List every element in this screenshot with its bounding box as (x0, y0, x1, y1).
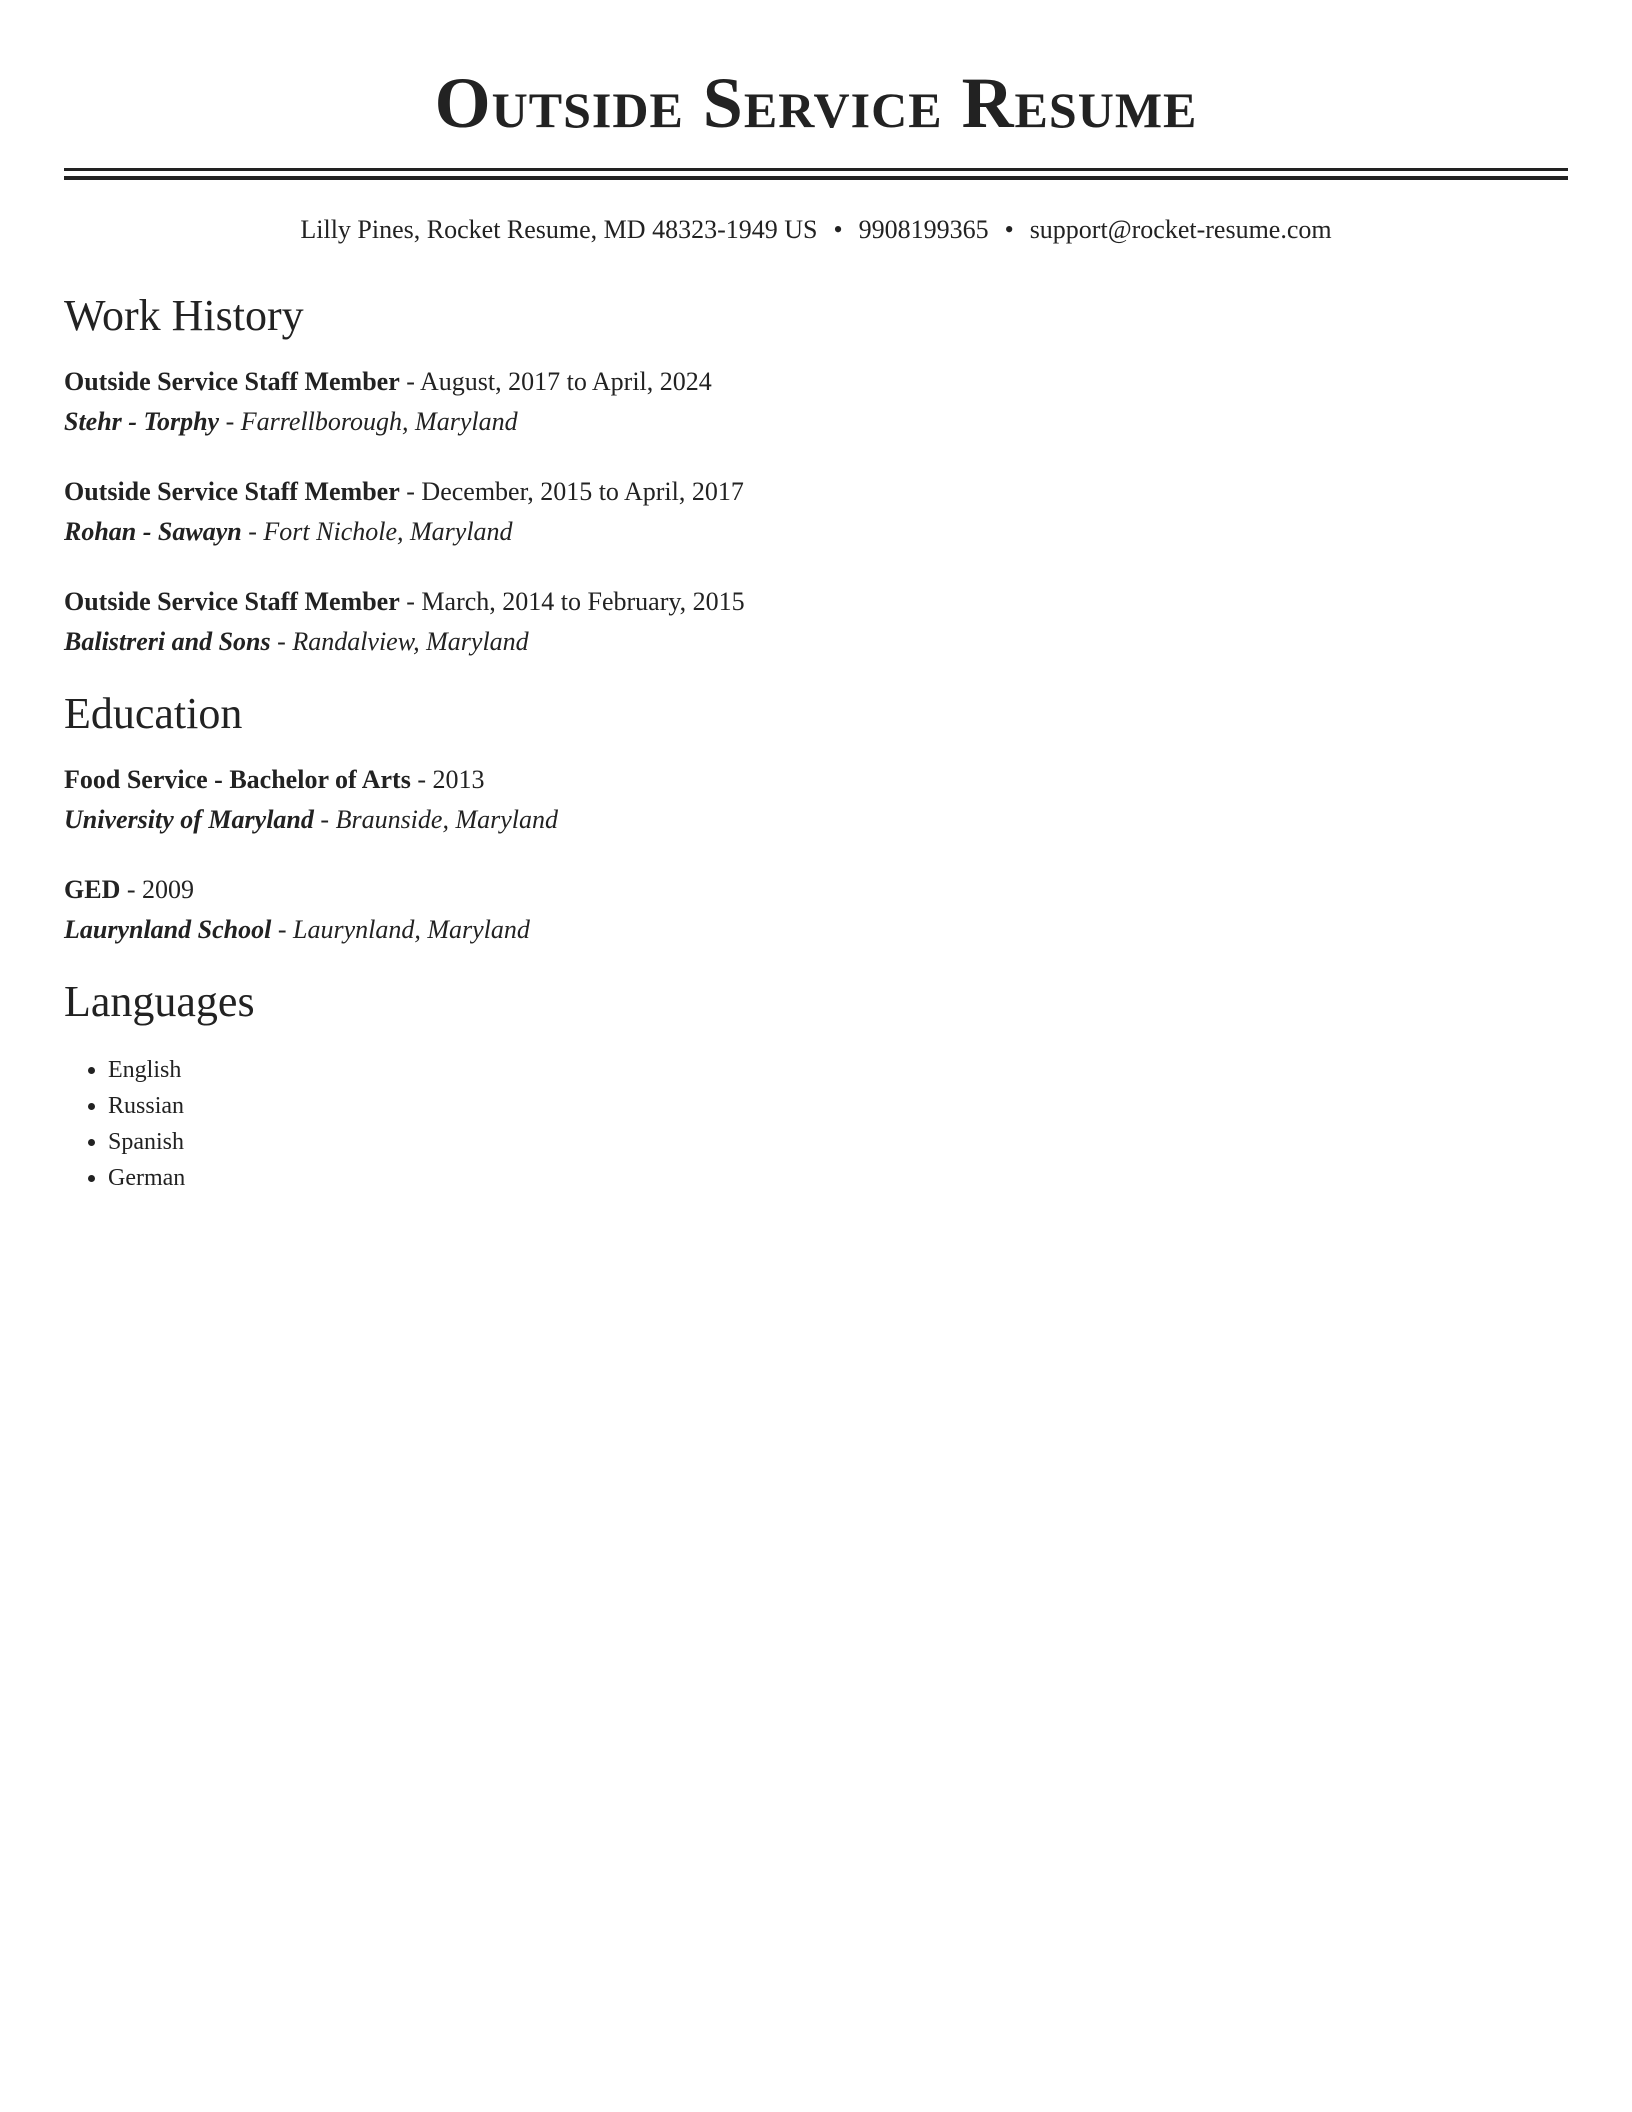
languages-list (64, 1052, 1568, 1196)
school-name: Laurynland School (64, 915, 272, 944)
language-item: • English (108, 1052, 1568, 1088)
job-dates: December, 2015 to April, 2017 (421, 477, 744, 506)
language-item: • Spanish (108, 1124, 1568, 1160)
employer-name: Balistreri and Sons (64, 627, 271, 656)
contact-separator: • (1004, 215, 1014, 244)
job-title: Outside Service Staff Member (64, 587, 400, 616)
employer-name: Stehr - Torphy (64, 407, 220, 436)
contact-address: Lilly Pines, Rocket Resume, MD 48323-1949 US (300, 215, 818, 244)
work-entry: Outside Service Staff Member - March, 2014 to February, 2015 Balistreri and Sons - Randalview, Maryland (64, 587, 745, 656)
education-heading: Education (64, 689, 243, 738)
contact-phone: 9908199365 (858, 215, 989, 244)
contact-email: support@rocket-resume.com (1029, 215, 1332, 244)
education-entry: Food Service - Bachelor of Arts - 2013 University of Maryland - Braunside, Maryland (64, 765, 558, 834)
language-item: • Russian (108, 1088, 1568, 1124)
school-location: Braunside, Maryland (335, 805, 558, 834)
resume-page (64, 0, 1568, 1196)
title-rule-top (64, 168, 1568, 171)
employer-location: Fort Nichole, Maryland (263, 517, 513, 546)
title-rule-bottom (64, 176, 1568, 180)
employer-location: Randalview, Maryland (292, 627, 529, 656)
graduation-year: 2009 (142, 875, 195, 904)
job-dates: August, 2017 to April, 2024 (419, 367, 712, 396)
graduation-year: 2013 (432, 765, 485, 794)
employer-name: Rohan - Sawayn (64, 517, 242, 546)
school-name: University of Maryland (64, 805, 314, 834)
work-entry: Outside Service Staff Member - August, 2017 to April, 2024 Stehr - Torphy - Farrellborough, Maryland (64, 367, 712, 436)
job-dates: March, 2014 to February, 2015 (421, 587, 745, 616)
contact-separator: • (833, 215, 843, 244)
employer-location: Farrellborough, Maryland (240, 407, 518, 436)
degree-name: Food Service - Bachelor of Arts (64, 765, 411, 794)
education-entry: GED - 2009 Laurynland School - Laurynland, Maryland (64, 875, 530, 944)
school-location: Laurynland, Maryland (293, 915, 530, 944)
work-history-heading: Work History (64, 291, 304, 340)
work-entry: Outside Service Staff Member - December, 2015 to April, 2017 Rohan - Sawayn - Fort Nichole, Maryland (64, 477, 744, 546)
job-title: Outside Service Staff Member (64, 367, 400, 396)
job-title: Outside Service Staff Member (64, 477, 400, 506)
resume-title: Outside Service Resume (434, 63, 1198, 143)
language-item: • German (108, 1160, 1568, 1196)
contact-line (64, 212, 1568, 248)
degree-name: GED (64, 875, 121, 904)
languages-heading: Languages (64, 977, 255, 1026)
